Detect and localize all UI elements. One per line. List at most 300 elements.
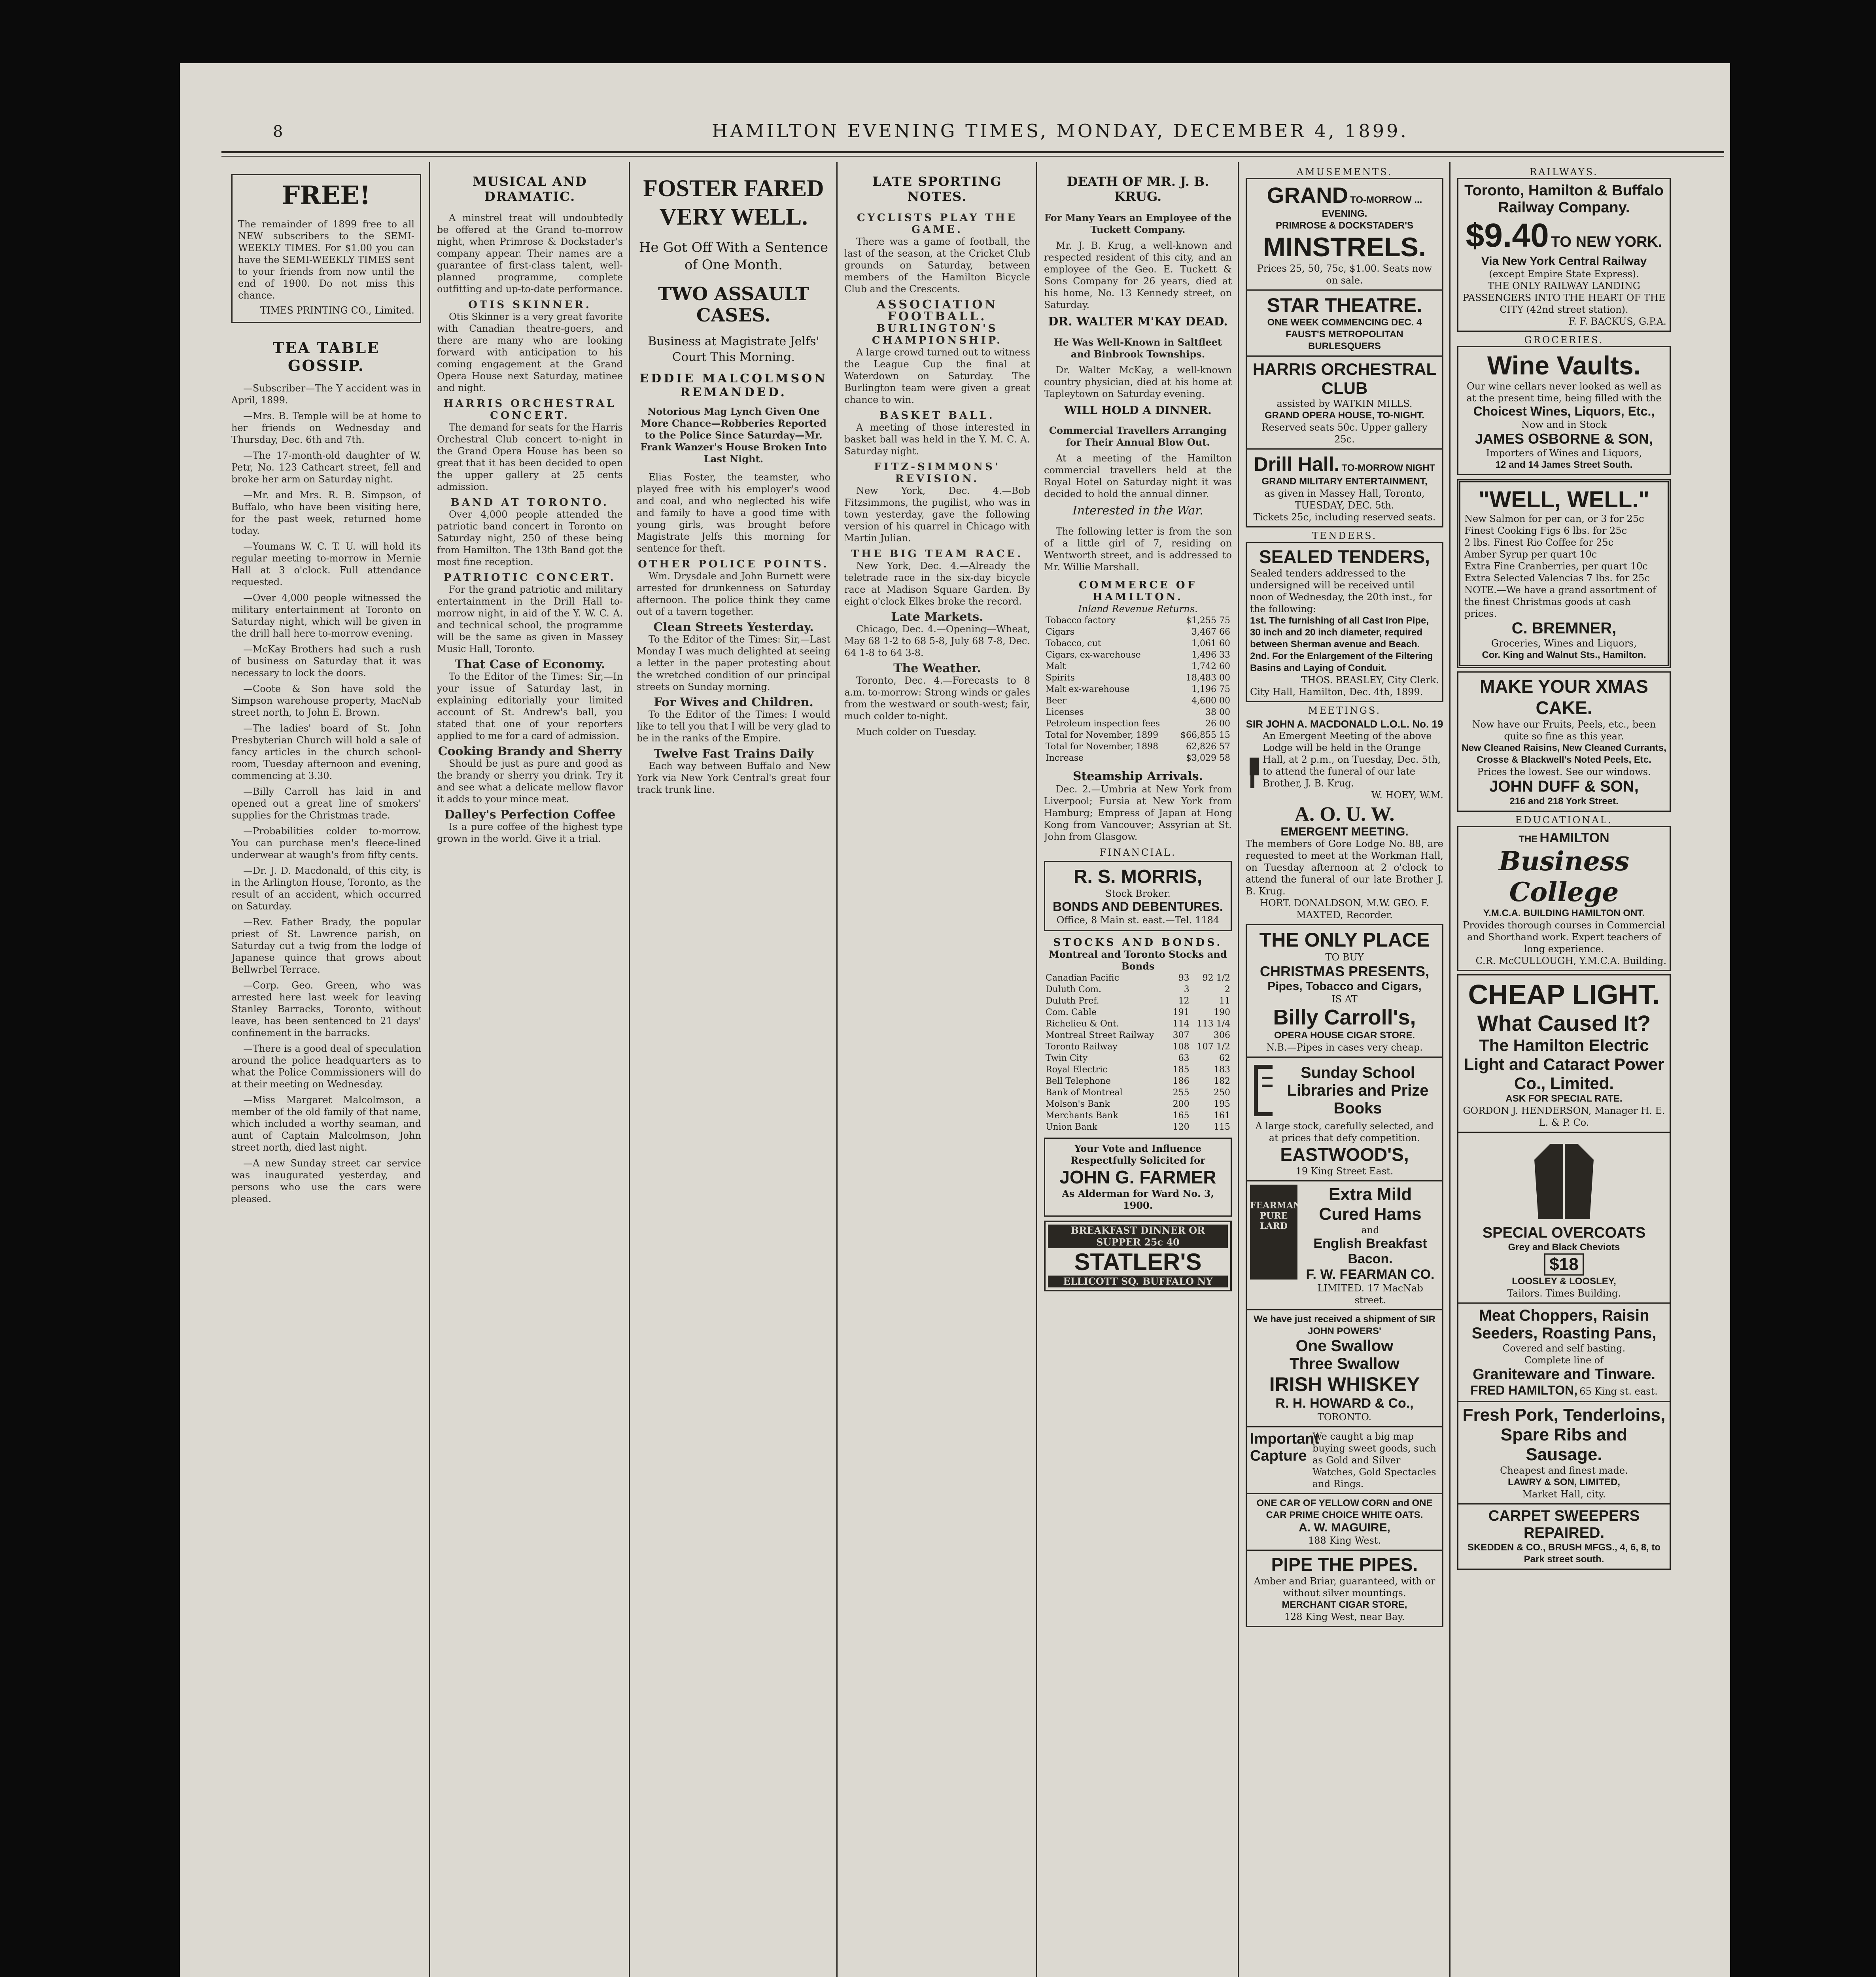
gossip-list	[231, 382, 421, 1205]
table-row	[1044, 1053, 1232, 1064]
column-rule	[1449, 162, 1450, 1977]
table-cell: 186	[1172, 1076, 1190, 1086]
table-row	[1044, 672, 1232, 684]
aouw-sub: EMERGENT MEETING.	[1280, 825, 1409, 838]
only-title: THE ONLY PLACE	[1259, 929, 1430, 951]
paragraph: To the Editor of the Times: I would like to tell you that I will be very glad to be in the ranks of the Empire.	[637, 709, 830, 744]
fearman-and: and	[1361, 1225, 1379, 1236]
table-cell: 108	[1172, 1042, 1190, 1052]
deck: For Many Years an Employee of the Tuckett Company.	[1044, 212, 1232, 235]
table-cell: 1,742 60	[1191, 662, 1230, 671]
light-title: CHEAP LIGHT.	[1468, 979, 1660, 1010]
college-word: Business College	[1498, 846, 1630, 907]
table-row	[1044, 1110, 1232, 1121]
star-week: ONE WEEK COMMENCING DEC. 4	[1267, 317, 1422, 328]
capture-ad	[1246, 1427, 1443, 1494]
table-cell: Beer	[1046, 696, 1067, 706]
pipe-ad	[1246, 1551, 1443, 1627]
only-presents: CHRISTMAS PRESENTS,	[1259, 963, 1430, 979]
table-cell: 93	[1178, 973, 1190, 983]
column-6	[1246, 166, 1443, 1977]
free-heading: FREE!	[282, 181, 371, 210]
table-cell: Montreal Street Railway	[1046, 1030, 1154, 1040]
eastwood-ad	[1246, 1058, 1443, 1181]
krug-heading: DEATH OF MR. J. B. KRUG.	[1067, 174, 1209, 204]
sealed-place: City Hall, Hamilton, Dec. 4th, 1899.	[1250, 686, 1423, 697]
free-text: The remainder of 1899 free to all NEW subscribers to the SEMI-WEEKLY TIMES. For $1.00 you can have the SEMI-WEEKLY TIMES sent to your friends from now until the end of 1900. Do not miss this chance.	[238, 219, 414, 301]
column-3	[637, 174, 830, 1977]
table-cell: 307	[1172, 1030, 1190, 1040]
gossip-item: —Billy Carroll has laid in and opened out a great line of smokers' supplies for the Christmas trade.	[231, 786, 421, 821]
carpet-sign: SKEDDEN & CO., BRUSH MFGS., 4, 6, 8, to Park street south.	[1467, 1542, 1661, 1565]
gossip-heading: TEA TABLE GOSSIP.	[272, 339, 380, 374]
bremner-ad	[1457, 479, 1671, 668]
well-title: "WELL, WELL."	[1479, 487, 1649, 512]
gossip-item: —Rev. Father Brady, the popular priest of St. Lawrence parish, on Saturday cut a twig from the lodge of Japanese quince that grows about Bellwrbel Terrace.	[231, 917, 421, 975]
drill-name: Drill Hall.	[1254, 453, 1340, 475]
morris-sub: Stock Broker.	[1105, 888, 1171, 899]
cake-prices: Prices the lowest. See our windows.	[1477, 766, 1651, 777]
table-cell: 63	[1178, 1053, 1190, 1063]
table-row	[1044, 995, 1232, 1007]
financial-label: FINANCIAL.	[1099, 847, 1176, 858]
table-cell: 1,061 60	[1191, 639, 1230, 648]
star-name: STAR THEATRE.	[1267, 294, 1422, 316]
paragraph: Each way between Buffalo and New York via New York Central's great four track trunk line.	[637, 760, 830, 795]
table-row	[1044, 1087, 1232, 1098]
table-row	[1044, 707, 1232, 718]
table-cell: 92 1/2	[1202, 973, 1230, 983]
table-row	[1044, 1030, 1232, 1041]
column-rule	[1036, 162, 1037, 1977]
table-cell: Malt ex-warehouse	[1046, 684, 1130, 694]
gossip-item: —Mr. and Mrs. R. B. Simpson, of Buffalo, who have been visiting here, for the past week, returned home today.	[231, 490, 421, 536]
cake-raisins: New Cleaned Raisins, New Cleaned Currants, Crosse & Blackwell's Noted Peels, Etc.	[1462, 743, 1666, 765]
paragraph: Otis Skinner is a very great favorite with Canadian theatre-goers, and there are many who are looking forward with anticipation to his coming engagement at the Grand Opera House next Saturday, matinee and night.	[437, 311, 623, 393]
column-7	[1457, 166, 1671, 1977]
subheading: The Weather.	[893, 662, 981, 675]
table-row	[1044, 1075, 1232, 1087]
table-row	[1044, 638, 1232, 649]
table-row	[1044, 1041, 1232, 1053]
fearman-name: F. W. FEARMAN CO.	[1306, 1267, 1435, 1282]
aouw-text: The members of Gore Lodge No. 88, are requested to meet at the Workman Hall, on Tuesday afternoon at 2 o'clock to attend the funeral of our late Brother J. B. Krug.	[1246, 838, 1443, 897]
lol-sign: W. HOEY, W.M.	[1371, 790, 1443, 801]
table-row	[1044, 1098, 1232, 1110]
table-cell: 200	[1172, 1099, 1190, 1109]
gossip-item: —There is a good deal of speculation around the police headquarters as to what the Police Commissioners will do at their meeting on Wednesday.	[231, 1043, 421, 1090]
dinner-heading: WILL HOLD A DINNER.	[1064, 404, 1212, 417]
table-cell: Royal Electric	[1046, 1065, 1108, 1075]
pipe-store: MERCHANT CIGAR STORE,	[1282, 1599, 1407, 1610]
column-rule	[836, 162, 838, 1977]
wine-title: Wine Vaults.	[1487, 351, 1641, 380]
college-the: THE	[1519, 834, 1538, 845]
harris-title: HARRIS ORCHESTRAL CLUB	[1252, 360, 1437, 397]
gossip-item: —Corp. Geo. Green, who was arrested here last week for leaving Stanley Barracks, Toronto, without leave, has been sentenced to 21 days' confinement in the barracks.	[231, 980, 421, 1038]
rail-sign: F. F. BACKUS, G.P.A.	[1568, 316, 1666, 327]
wine-choice: Choicest Wines, Liquors, Etc.,	[1473, 404, 1655, 418]
book-icon	[1250, 1061, 1273, 1120]
paragraph: Wm. Drysdale and John Burnett were arrested for drunkenness on Saturday afternoon. The police think they came out of a tavern together.	[637, 571, 830, 617]
college-hamilton: HAMILTON	[1539, 830, 1609, 845]
paragraph: The demand for seats for the Harris Orchestral Club concert to-night in the Grand Opera House has been so great that it has been decided to open the upper gallery at 25 cents admission.	[437, 422, 623, 492]
whiskey-city: TORONTO.	[1317, 1412, 1372, 1423]
gossip-item: —Over 4,000 people witnessed the military entertainment at Toronto on Saturday night, which will be given in the drill hall here to-morrow evening.	[231, 592, 421, 639]
wine-sub: Now and in Stock	[1521, 419, 1607, 430]
deck: Commercial Travellers Arranging for Their Annual Blow Out.	[1049, 425, 1227, 448]
pork-sub: Cheapest and finest made.	[1500, 1465, 1628, 1476]
paragraph: Over 4,000 people attended the patriotic band concert in Toronto on Saturday night, 250 of these being from Hamilton. The 13th Band got the most fine reception.	[437, 509, 623, 567]
eastwood-addr: 19 King Street East.	[1295, 1166, 1394, 1177]
table-cell: 1,496 33	[1191, 650, 1230, 660]
table-cell: 115	[1214, 1122, 1230, 1132]
lol-title: SIR JOHN A. MACDONALD L.O.L. No. 19	[1246, 718, 1443, 730]
subheading: BASKET BALL.	[879, 410, 995, 421]
railways-label: RAILWAYS.	[1530, 166, 1598, 178]
gossip-item: —The 17-month-old daughter of W. Petr, No. 123 Cathcart street, fell and broke her arm on Saturday night.	[231, 450, 421, 485]
table-cell: Petroleum inspection fees	[1046, 719, 1160, 729]
table-row	[1044, 615, 1232, 626]
subheading: For Wives and Children.	[654, 696, 813, 709]
paragraph: To the Editor of the Times: Sir,—In your issue of Saturday last, in explaining editorially your limited account of St. Andrew's ball, you stated that one of your reporters applied to me for a card of admission.	[437, 671, 623, 741]
farmer-line1: Your Vote and Influence Respectfully Solicited for	[1070, 1143, 1205, 1166]
headline-malcolmson: EDDIE MALCOLMSON REMANDED.	[639, 372, 828, 399]
sealed-title: SEALED TENDERS,	[1259, 546, 1430, 567]
table-cell: Merchants Bank	[1046, 1111, 1118, 1121]
morris-name: R. S. MORRIS,	[1073, 866, 1203, 887]
stock-table	[1044, 972, 1232, 1133]
rail-ad	[1457, 178, 1671, 332]
column-4	[844, 174, 1030, 1977]
table-cell: 190	[1214, 1007, 1230, 1017]
paragraph: To the Editor of the Times: Sir,—Last Monday I was much delighted at seeing a letter in the paper protesting about the wretched condition of our principal streets on Sunday morning.	[637, 634, 830, 692]
only-name: Billy Carroll's,	[1273, 1006, 1416, 1029]
gossip-item: —The ladies' board of St. John Presbyterian Church will hold a sale of fancy articles in the church school-room, Tuesday afternoon and evening, commencing at 3.30.	[231, 723, 421, 781]
meat-line: Complete line of	[1524, 1355, 1604, 1366]
table-cell: Twin City	[1046, 1053, 1088, 1063]
table-row	[1044, 695, 1232, 707]
table-cell: 114	[1172, 1019, 1190, 1029]
grand-prices: Prices 25, 50, 75c, $1.00. Seats now on sale.	[1257, 263, 1432, 286]
commerce-heading: COMMERCE OF HAMILTON.	[1079, 579, 1197, 603]
corn-addr: 188 King West.	[1308, 1535, 1381, 1546]
masthead	[221, 114, 1732, 149]
table-row	[1044, 984, 1232, 995]
subheading: BAND AT TORONTO.	[450, 497, 609, 508]
meat-name: FRED HAMILTON,	[1470, 1383, 1578, 1397]
paragraph: The following letter is from the son of a little girl of 7, residing on Wentworth street, and is addressed to Mr. Willie Marshall.	[1044, 526, 1232, 573]
table-cell: 4,600 00	[1191, 696, 1230, 706]
pork-name: LAWRY & SON, LIMITED,	[1507, 1477, 1620, 1487]
table-row	[1044, 752, 1232, 764]
college-ymca: Y.M.C.A. BUILDING	[1483, 908, 1570, 919]
table-cell: Duluth Com.	[1046, 985, 1101, 994]
stocks-sub: Montreal and Toronto Stocks and Bonds	[1049, 949, 1227, 972]
rail-to: TO NEW YORK.	[1551, 234, 1662, 250]
paragraph: Is a pure coffee of the highest type grown in the world. Give it a trial.	[437, 821, 623, 844]
table-cell: 18,483 00	[1186, 673, 1230, 683]
hamilton-ad	[1457, 1304, 1671, 1402]
column-rule	[429, 162, 430, 1977]
carroll-ad	[1246, 924, 1443, 1058]
list-item: Extra Fine Cranberries, per quart 10c	[1464, 561, 1648, 572]
table-cell: Union Bank	[1046, 1122, 1097, 1132]
table-cell: 255	[1172, 1088, 1190, 1098]
lol-notice	[1246, 716, 1443, 803]
wine-ad	[1457, 346, 1671, 475]
coat-price: $18	[1544, 1253, 1583, 1276]
well-note: NOTE.—We have a grand assortment of the finest Christmas goods at cash prices.	[1464, 584, 1656, 619]
rail-except: (except Empire State Express).	[1489, 268, 1639, 280]
capture-title: Important Capture	[1250, 1431, 1320, 1464]
overcoat-icon	[1526, 1136, 1602, 1223]
corn-title: ONE CAR OF YELLOW CORN and ONE CAR PRIME CHOICE WHITE OATS.	[1256, 1498, 1433, 1520]
eastwood-name: EASTWOOD'S,	[1280, 1144, 1409, 1165]
meat-title: Meat Choppers, Raisin Seeders, Roasting Pans,	[1471, 1307, 1657, 1342]
table-cell: Bell Telephone	[1046, 1076, 1111, 1086]
aouw-notice	[1246, 803, 1443, 921]
table-cell: 250	[1214, 1088, 1230, 1098]
sunday-title: Sunday School Libraries and Prize Books	[1287, 1064, 1429, 1117]
wine-name: JAMES OSBORNE & SON,	[1475, 431, 1653, 447]
subheading: PATRIOTIC CONCERT.	[444, 572, 616, 584]
gossip-item: —Subscriber—The Y accident was in April, 1899.	[231, 383, 421, 406]
grand-when: TO-MORROW ... EVENING.	[1322, 195, 1422, 219]
war-heading: Interested in the War.	[1072, 504, 1203, 518]
steamship-heading: Steamship Arrivals.	[1072, 769, 1203, 783]
table-row	[1044, 649, 1232, 661]
table-cell: Increase	[1046, 753, 1084, 763]
groceries-label: GROCERIES.	[1524, 335, 1604, 346]
rail-title: Toronto, Hamilton & Buffalo Railway Company.	[1464, 182, 1664, 216]
overcoat-ad	[1457, 1133, 1671, 1304]
rail-price: $9.40	[1466, 217, 1549, 254]
harris-where: GRAND OPERA HOUSE, TO-NIGHT.	[1264, 410, 1425, 421]
statler-ad	[1044, 1221, 1232, 1291]
list-item: New Salmon for per can, or 3 for 25c	[1464, 513, 1644, 524]
bremner-name: C. BREMNER,	[1511, 620, 1617, 637]
stocks-heading: STOCKS AND BONDS.	[1053, 937, 1223, 949]
star-show: FAUST'S METROPOLITAN BURLESQUERS	[1286, 329, 1403, 352]
table-row	[1044, 1007, 1232, 1018]
whiskey-name: IRISH WHISKEY	[1269, 1373, 1420, 1395]
subheading: That Case of Economy.	[454, 658, 605, 671]
meat-sub: Covered and self basting.	[1502, 1343, 1626, 1354]
pipe-addr: 128 King West, near Bay.	[1284, 1611, 1405, 1622]
table-cell: 306	[1214, 1030, 1230, 1040]
meat-addr: 65 King st. east.	[1579, 1386, 1658, 1397]
table-cell: $66,855 15	[1180, 730, 1230, 740]
light-ad	[1457, 974, 1671, 1133]
only-to: TO BUY	[1325, 952, 1364, 963]
gossip-item: —McKay Brothers had such a rush of business on Saturday that it was necessary to lock the doors.	[231, 644, 421, 679]
grand-title: MINSTRELS.	[1263, 232, 1426, 262]
paragraph: At a meeting of the Hamilton commercial travellers held at the Royal Hotel on Saturday night it was decided to hold the annual dinner.	[1044, 453, 1232, 499]
wine-text: Our wine cellars never looked as well as at the present time, being filled with the	[1466, 381, 1662, 404]
sporting-heading: LATE SPORTING NOTES.	[872, 174, 1002, 204]
mckay-heading: DR. WALTER M'KAY DEAD.	[1048, 315, 1228, 329]
corn-name: A. W. MAGUIRE,	[1299, 1521, 1390, 1534]
morris-bonds: BONDS AND DEBENTURES.	[1053, 900, 1223, 914]
table-row	[1044, 741, 1232, 752]
farmer-name: JOHN G. FARMER	[1059, 1167, 1216, 1187]
sealed-item1: 1st. The furnishing of all Cast Iron Pipe, 30 inch and 20 inch diameter, required between Sherman avenue and Beach.	[1250, 615, 1429, 650]
rail-via: Via New York Central Railway	[1481, 255, 1647, 268]
meetings-label: MEETINGS.	[1308, 705, 1381, 716]
paragraph: New York, Dec. 4.—Bob Fitzsimmons, the pugilist, who was in town yesterday, gave the following version of his quarrel in Chicago with Martin Julian.	[844, 485, 1030, 544]
lol-text: An Emergent Meeting of the above Lodge will be held in the Orange Hall, at 2 p.m., on Tuesday, Dec. 5th, to attend the funeral of our late Brother, J. B. Krug.	[1263, 730, 1441, 789]
table-cell: Bank of Montreal	[1046, 1088, 1123, 1098]
table-cell: 182	[1214, 1076, 1230, 1086]
deck: He Was Well-Known in Saltfleet and Binbrook Townships.	[1054, 336, 1222, 360]
table-cell: Total for November, 1899	[1046, 730, 1159, 740]
subheading: FITZ-SIMMONS' REVISION.	[874, 461, 1000, 485]
column-rule	[1238, 162, 1239, 1977]
gossip-item: —Coote & Son have sold the Simpson warehouse property, MacNab street north, to John E. Brown.	[231, 683, 421, 718]
gossip-item: —Youmans W. C. T. U. will hold its regular meeting to-morrow in Mernie Hall at 3 o'clock. Full attendance requested.	[231, 541, 421, 588]
only-pipes: Pipes, Tobacco and Cigars,	[1267, 980, 1422, 993]
harris-seats: Reserved seats 50c. Upper gallery 25c.	[1261, 422, 1428, 445]
paragraph: A large crowd turned out to witness the League Cup the final at Waterdown on Saturday. The Burlington team were given a great chance to win.	[844, 347, 1030, 405]
coat-name: LOOSLEY & LOOSLEY,	[1512, 1276, 1616, 1287]
table-cell: 195	[1214, 1099, 1230, 1109]
sealed-sign: THOS. BEASLEY, City Clerk.	[1301, 675, 1439, 686]
masthead-title: HAMILTON EVENING TIMES, MONDAY, DECEMBER 4, 1899.	[712, 120, 1409, 142]
table-row	[1044, 1018, 1232, 1030]
carpet-title: CARPET SWEEPERS REPAIRED.	[1488, 1508, 1640, 1541]
table-cell: Molson's Bank	[1046, 1099, 1110, 1109]
paragraph: Toronto, Dec. 4.—Forecasts to 8 a.m. to-morrow: Strong winds or gales from the westward or south-west; fair, much colder to-night.	[844, 675, 1030, 722]
subheading: BURLINGTON'S CHAMPIONSHIP.	[872, 323, 1003, 346]
table-cell: Canadian Pacific	[1046, 973, 1119, 983]
commerce-sub: Inland Revenue Returns.	[1078, 603, 1198, 614]
paragraph: There was a game of football, the last of the season, at the Cricket Club grounds on Saturday, between members of the Hamilton Bicycle Club and the Crescents.	[844, 236, 1030, 295]
fearman-title: Extra Mild Cured Hams	[1319, 1185, 1422, 1224]
coat-colors: Grey and Black Cheviots	[1508, 1242, 1620, 1253]
drill-ad	[1246, 450, 1443, 527]
table-cell: Tobacco factory	[1046, 616, 1116, 626]
cake-title: MAKE YOUR XMAS CAKE.	[1480, 676, 1648, 718]
light-sign: GORDON J. HENDERSON, Manager H. E. L. & P. Co.	[1463, 1105, 1665, 1128]
subheading: HARRIS ORCHESTRAL CONCERT.	[443, 398, 617, 421]
table-cell: 38 00	[1205, 707, 1230, 717]
only-store: OPERA HOUSE CIGAR STORE.	[1274, 1030, 1415, 1041]
drill-when: TO-MORROW NIGHT	[1341, 463, 1435, 473]
paragraph: Should be just as pure and good as the brandy or sherry you drink. Try it and see what a delicate mellow flavor it adds to your mince meat.	[437, 758, 623, 805]
coat-addr: Tailors. Times Building.	[1507, 1288, 1621, 1299]
column-rule	[629, 162, 630, 1977]
sealed-text: Sealed tenders addressed to the undersigned will be received until noon of Wednesday, the 20th inst., for the following:	[1250, 568, 1432, 614]
wine-addr: 12 and 14 James Street South.	[1495, 459, 1633, 470]
list-item: Finest Cooking Figs 6 lbs. for 25c	[1464, 525, 1627, 536]
table-cell: Toronto Railway	[1046, 1042, 1118, 1052]
paragraph: Much colder on Tuesday.	[856, 726, 976, 737]
fearman-addr: LIMITED. 17 MacNab street.	[1317, 1283, 1423, 1306]
table-cell: 3	[1184, 985, 1190, 994]
only-is: IS AT	[1331, 994, 1358, 1005]
sealed-item2: 2nd. For the Enlargement of the Filtering Basins and Laying of Conduit.	[1250, 651, 1433, 673]
table-cell: 26 00	[1205, 719, 1230, 729]
drill-title: GRAND MILITARY ENTERTAINMENT,	[1261, 476, 1428, 487]
table-row	[1044, 626, 1232, 638]
paragraph: Dr. Walter McKay, a well-known country physician, died at his home at Tapleytown on Saturday evening.	[1044, 365, 1232, 399]
headline-court: Business at Magistrate Jelfs' Court This Morning.	[648, 335, 819, 364]
free-box	[231, 174, 421, 323]
table-cell: 1,196 75	[1191, 684, 1230, 694]
rail-text: THE ONLY RAILWAY LANDING PASSENGERS INTO THE HEART OF THE CITY (42nd street station).	[1462, 280, 1666, 315]
fearman-bacon: English Breakfast Bacon.	[1313, 1236, 1427, 1266]
horse-rider-icon	[1246, 730, 1259, 789]
corn-ad	[1246, 1494, 1443, 1551]
list-item: Extra Selected Valencias 7 lbs. for 25c	[1464, 573, 1650, 584]
table-row	[1044, 661, 1232, 672]
statler-bottom: ELLICOTT SQ. BUFFALO NY	[1048, 1276, 1228, 1287]
column-1	[231, 174, 421, 1977]
table-row	[1044, 972, 1232, 984]
wine-sub2: Importers of Wines and Liquors,	[1486, 448, 1642, 459]
college-sign: C.R. McCULLOUGH, Y.M.C.A. Building.	[1475, 955, 1666, 966]
table-cell: 120	[1172, 1122, 1190, 1132]
table-row	[1044, 1121, 1232, 1133]
light-question: What Caused It?	[1477, 1011, 1651, 1036]
table-row	[1044, 684, 1232, 695]
statler-top: BREAKFAST DINNER OR SUPPER 25c 40	[1048, 1225, 1228, 1248]
sealed-ad	[1246, 542, 1443, 702]
table-cell: $3,029 58	[1186, 753, 1230, 763]
harris-ad	[1246, 357, 1443, 450]
gossip-item: —Probabilities colder to-morrow. You can purchase men's fleece-lined underwear at waugh's from fifty cents.	[231, 826, 421, 860]
table-cell: Cigars, ex-warehouse	[1046, 650, 1141, 660]
subheading: CYCLISTS PLAY THE GAME.	[857, 212, 1017, 236]
drill-tickets: Tickets 25c, including reserved seats.	[1253, 512, 1436, 523]
subheading: Cooking Brandy and Sherry	[438, 745, 622, 758]
commerce-table	[1044, 615, 1232, 764]
gossip-item: —A new Sunday street car service was inaugurated yesterday, and persons who use the cars were pleased.	[231, 1158, 421, 1204]
morris-ad	[1044, 861, 1232, 931]
paragraph: Mr. J. B. Krug, a well-known and respected resident of this city, and an employee of the Geo. E. Tuckett & Sons Company for 26 years, died at his home, No. 13 Kennedy street, on Saturday.	[1044, 240, 1232, 310]
table-cell: 161	[1214, 1111, 1230, 1121]
subheading: Clean Streets Yesterday.	[653, 620, 814, 634]
musical-heading: MUSICAL AND DRAMATIC.	[473, 174, 587, 204]
whiskey-dealer: R. H. HOWARD & Co.,	[1275, 1396, 1414, 1411]
fearman-ad	[1246, 1181, 1443, 1310]
paragraph: Elias Foster, the teamster, who played free with his employer's wood and coal, and who neglected his wife and family to have a good time with young girls, was brought before Magistrate Jelfs this morning for sentence for theft.	[637, 472, 830, 554]
table-cell: Tobacco, cut	[1046, 639, 1101, 648]
whiskey-intro: We have just received a shipment of SIR JOHN POWERS'	[1254, 1314, 1435, 1336]
table-row	[1044, 1064, 1232, 1075]
whiskey-ad	[1246, 1310, 1443, 1427]
page-number: 8	[273, 123, 283, 141]
college-ad	[1457, 826, 1671, 971]
morris-office: Office, 8 Main st. east.—Tel. 1184	[1056, 915, 1220, 926]
carpet-ad	[1457, 1504, 1671, 1570]
light-ask: ASK FOR SPECIAL RATE.	[1505, 1093, 1623, 1104]
headline-sentence: He Got Off With a Sentence of One Month.	[639, 240, 828, 273]
column-5	[1044, 174, 1232, 1977]
pork-title: Fresh Pork, Tenderloins, Spare Ribs and Sausage.	[1462, 1405, 1666, 1464]
subheading: OTIS SKINNER.	[468, 299, 592, 311]
table-cell: Cigars	[1046, 627, 1074, 637]
table-cell: Duluth Pref.	[1046, 996, 1099, 1006]
only-note: N.B.—Pipes in cases very cheap.	[1266, 1042, 1423, 1053]
free-sign: TIMES PRINTING CO., Limited.	[260, 305, 414, 316]
paragraph: Chicago, Dec. 4.—Opening—Wheat, May 68 1-2 to 68 5-8, July 68 7-8, Dec. 64 1-8 to 64 3-8.	[844, 624, 1030, 658]
harris-sub: assisted by WATKIN MILLS.	[1277, 398, 1413, 409]
table-row	[1044, 718, 1232, 730]
table-cell: 3,467 66	[1191, 627, 1230, 637]
table-cell: Total for November, 1898	[1046, 742, 1159, 752]
